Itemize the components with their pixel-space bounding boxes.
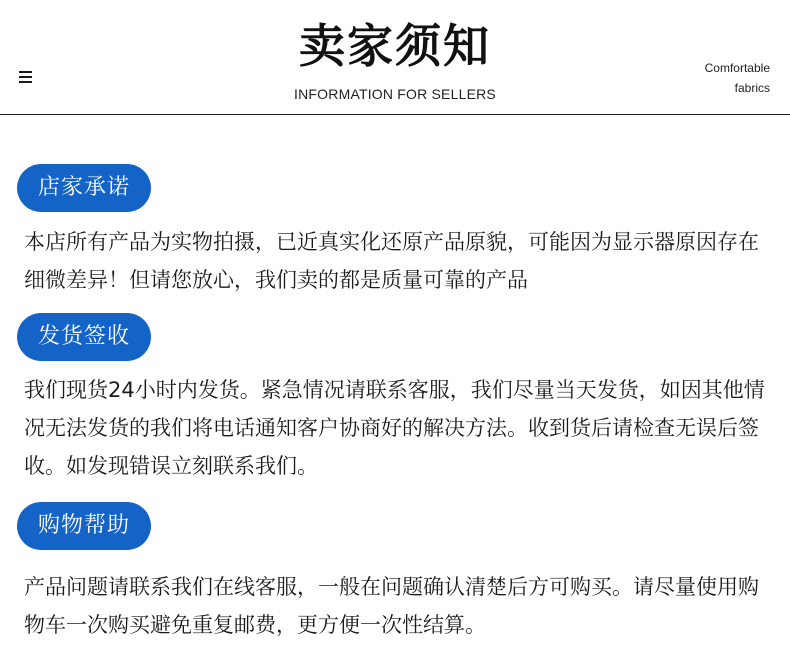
menu-icon-bar [19, 76, 32, 78]
section-badge-shipping: 发货签收 [17, 313, 151, 361]
section-text-store-promise: 本店所有产品为实物拍摄，已近真实化还原产品原貌，可能因为显示器原因存在细微差异！但请您放心，我们卖的都是质量可靠的产品 [24, 230, 759, 292]
header-tagline [650, 58, 770, 98]
section-text-shopping-help: 产品问题请联系我们在线客服，一般在问题确认清楚后方可购买。请尽量使用购物车一次购买避免重复邮费，更方便一次性结算。 [24, 575, 759, 637]
page-subtitle: INFORMATION FOR SELLERS [294, 86, 496, 102]
menu-icon-bar [19, 81, 32, 83]
section-badge-store-promise: 店家承诺 [17, 164, 151, 212]
tagline-line-1: Comfortable [704, 61, 770, 75]
page-title: 卖家须知 [299, 19, 491, 73]
section-text-shipping: 我们现货24小时内发货。紧急情况请联系客服，我们尽量当天发货，如因其他情况无法发货的我们将电话通知客户协商好的解决方法。收到货后请检查无误后签收。如发现错误立刻联系我们。 [24, 378, 765, 478]
page-header [0, 0, 790, 115]
section-badge-shopping-help: 购物帮助 [17, 502, 151, 550]
tagline-line-2: fabrics [734, 81, 770, 95]
